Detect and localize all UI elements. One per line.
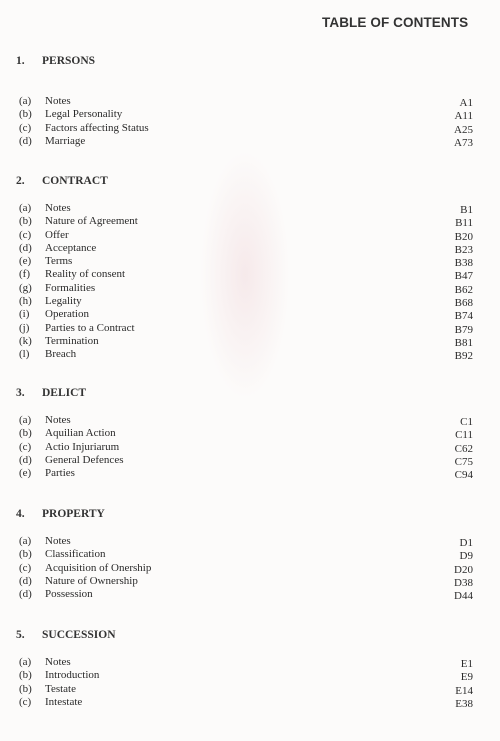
entry-ref: B81 <box>454 336 473 349</box>
entry-letter: (c) <box>19 561 32 574</box>
entry-ref: D20 <box>454 563 473 576</box>
toc-entry[interactable] <box>19 255 479 268</box>
entry-label: Legality <box>45 295 82 308</box>
toc-entry[interactable] <box>19 282 479 295</box>
entry-label: Actio Injuriarum <box>45 440 120 453</box>
toc-entry[interactable] <box>19 696 479 709</box>
entry-letter: (d) <box>19 453 32 466</box>
entry-label: Notes <box>45 414 71 426</box>
entry-ref: E9 <box>460 671 473 684</box>
toc-entry[interactable] <box>19 467 479 480</box>
toc-entry[interactable] <box>19 414 479 427</box>
entry-letter: (b) <box>19 215 32 228</box>
entry-label: Formalities <box>45 281 96 294</box>
section-heading <box>16 629 116 641</box>
entry-label: Introduction <box>45 669 100 682</box>
entry-label: Notes <box>45 202 71 214</box>
toc-entry[interactable] <box>19 215 479 228</box>
entry-label: Acceptance <box>45 241 97 254</box>
section-items <box>19 414 479 480</box>
toc-entry[interactable] <box>19 656 479 669</box>
entry-label: Operation <box>45 308 89 321</box>
toc-entry[interactable] <box>19 669 479 682</box>
entry-letter: (d) <box>19 588 32 601</box>
toc-entry[interactable] <box>19 322 479 335</box>
entry-ref: E38 <box>455 697 473 710</box>
section-items <box>19 95 479 148</box>
entry-label: Factors affecting Status <box>45 121 149 134</box>
entry-label: Breach <box>45 348 77 361</box>
entry-ref: B68 <box>454 297 473 310</box>
toc-entry[interactable] <box>19 95 479 108</box>
entry-label: Intestate <box>45 695 83 708</box>
entry-ref: B47 <box>454 270 473 283</box>
entry-label: Legal Personality <box>45 108 123 121</box>
entry-ref: B1 <box>460 204 473 216</box>
entry-label: Parties <box>45 467 75 480</box>
entry-label: Testate <box>45 682 76 695</box>
entry-letter: (f) <box>19 268 30 281</box>
toc-entry[interactable] <box>19 588 479 601</box>
entry-letter: (e) <box>19 255 32 268</box>
section-number: 4. <box>16 508 25 520</box>
entry-letter: (c) <box>19 695 32 708</box>
entry-letter: (b) <box>19 548 32 561</box>
entry-ref: A73 <box>454 136 473 149</box>
entry-letter: (i) <box>19 308 30 321</box>
entry-ref: E14 <box>455 684 473 697</box>
entry-ref: B62 <box>454 283 473 296</box>
section-number: 3. <box>16 387 25 399</box>
toc-entry[interactable] <box>19 229 479 242</box>
entry-letter: (c) <box>19 121 32 134</box>
entry-ref: B20 <box>454 230 473 243</box>
toc-entry[interactable] <box>19 535 479 548</box>
entry-ref: E1 <box>460 658 473 670</box>
section-heading <box>16 55 95 67</box>
toc-entry[interactable] <box>19 454 479 467</box>
toc-entry[interactable] <box>19 548 479 561</box>
entry-letter: (k) <box>19 334 32 347</box>
toc-entry[interactable] <box>19 562 479 575</box>
entry-letter: (a) <box>19 656 32 668</box>
entry-ref: A11 <box>454 110 473 123</box>
section-heading <box>16 175 108 187</box>
entry-label: Possession <box>45 588 93 601</box>
entry-letter: (b) <box>19 669 32 682</box>
entry-label: Terms <box>45 255 73 268</box>
entry-ref: C11 <box>455 429 473 442</box>
entry-ref: D44 <box>454 590 473 603</box>
toc-entry[interactable] <box>19 122 479 135</box>
entry-label: Classification <box>45 548 106 561</box>
entry-letter: (d) <box>19 241 32 254</box>
section-number: 1. <box>16 55 25 67</box>
entry-letter: (a) <box>19 95 32 107</box>
entry-letter: (d) <box>19 574 32 587</box>
entry-ref: B23 <box>454 243 473 256</box>
entry-ref: C1 <box>460 416 473 428</box>
entry-ref: B79 <box>454 323 473 336</box>
entry-ref: B92 <box>454 350 473 363</box>
section-title: SUCCESSION <box>42 629 116 641</box>
toc-entry[interactable] <box>19 575 479 588</box>
entry-ref: D1 <box>459 537 473 549</box>
section-title: DELICT <box>42 387 87 399</box>
section-number: 2. <box>16 175 25 187</box>
entry-ref: B11 <box>455 217 473 230</box>
section-title: CONTRACT <box>42 175 108 187</box>
entry-label: Nature of Agreement <box>45 215 138 228</box>
entry-ref: A25 <box>454 123 473 136</box>
toc-entry[interactable] <box>19 308 479 321</box>
toc-entry[interactable] <box>19 427 479 440</box>
entry-letter: (g) <box>19 281 32 294</box>
entry-ref: D9 <box>459 550 473 563</box>
entry-ref: B38 <box>454 257 473 270</box>
entry-letter: (a) <box>19 414 32 426</box>
section-title: PROPERTY <box>42 508 105 520</box>
entry-label: Acquisition of Onership <box>45 561 152 574</box>
entry-letter: (h) <box>19 295 32 308</box>
entry-letter: (b) <box>19 682 32 695</box>
toc-entry[interactable] <box>19 268 479 281</box>
entry-label: Notes <box>45 535 71 547</box>
entry-label: General Defences <box>45 453 124 466</box>
entry-label: Offer <box>45 228 69 241</box>
entry-ref: A1 <box>459 97 473 109</box>
entry-label: Notes <box>45 656 71 668</box>
entry-letter: (e) <box>19 467 32 480</box>
entry-letter: (a) <box>19 535 32 547</box>
section-title: PERSONS <box>42 55 96 67</box>
entry-ref: C75 <box>454 455 473 468</box>
section-items <box>19 656 479 709</box>
entry-ref: B74 <box>454 310 473 323</box>
entry-label: Reality of consent <box>45 268 126 281</box>
entry-label: Notes <box>45 95 71 107</box>
section-heading <box>16 508 105 520</box>
entry-label: Nature of Ownership <box>45 574 138 587</box>
section-number: 5. <box>16 629 25 641</box>
toc-entry[interactable] <box>19 441 479 454</box>
toc-entry[interactable] <box>19 295 479 308</box>
section-items <box>19 202 479 362</box>
page-title: TABLE OF CONTENTS <box>322 15 469 30</box>
toc-entry[interactable] <box>19 683 479 696</box>
entry-label: Parties to a Contract <box>45 321 135 334</box>
toc-entry[interactable] <box>19 348 479 361</box>
entry-letter: (c) <box>19 440 32 453</box>
entry-letter: (a) <box>19 202 32 214</box>
section-items <box>19 535 479 601</box>
section-heading <box>16 387 86 399</box>
entry-letter: (j) <box>19 321 30 334</box>
entry-letter: (b) <box>19 108 32 121</box>
entry-label: Aquilian Action <box>45 427 116 440</box>
entry-letter: (d) <box>19 134 32 147</box>
entry-ref: C94 <box>454 469 473 482</box>
entry-ref: D38 <box>454 576 473 589</box>
entry-letter: (l) <box>19 348 30 361</box>
entry-label: Marriage <box>45 134 86 147</box>
entry-label: Termination <box>45 334 99 347</box>
entry-letter: (c) <box>19 228 32 241</box>
toc-entry[interactable] <box>19 335 479 348</box>
toc-entry[interactable] <box>19 108 479 121</box>
toc-entry[interactable] <box>19 242 479 255</box>
entry-ref: C62 <box>454 442 473 455</box>
toc-entry[interactable] <box>19 135 479 148</box>
entry-letter: (b) <box>19 427 32 440</box>
toc-entry[interactable] <box>19 202 479 215</box>
